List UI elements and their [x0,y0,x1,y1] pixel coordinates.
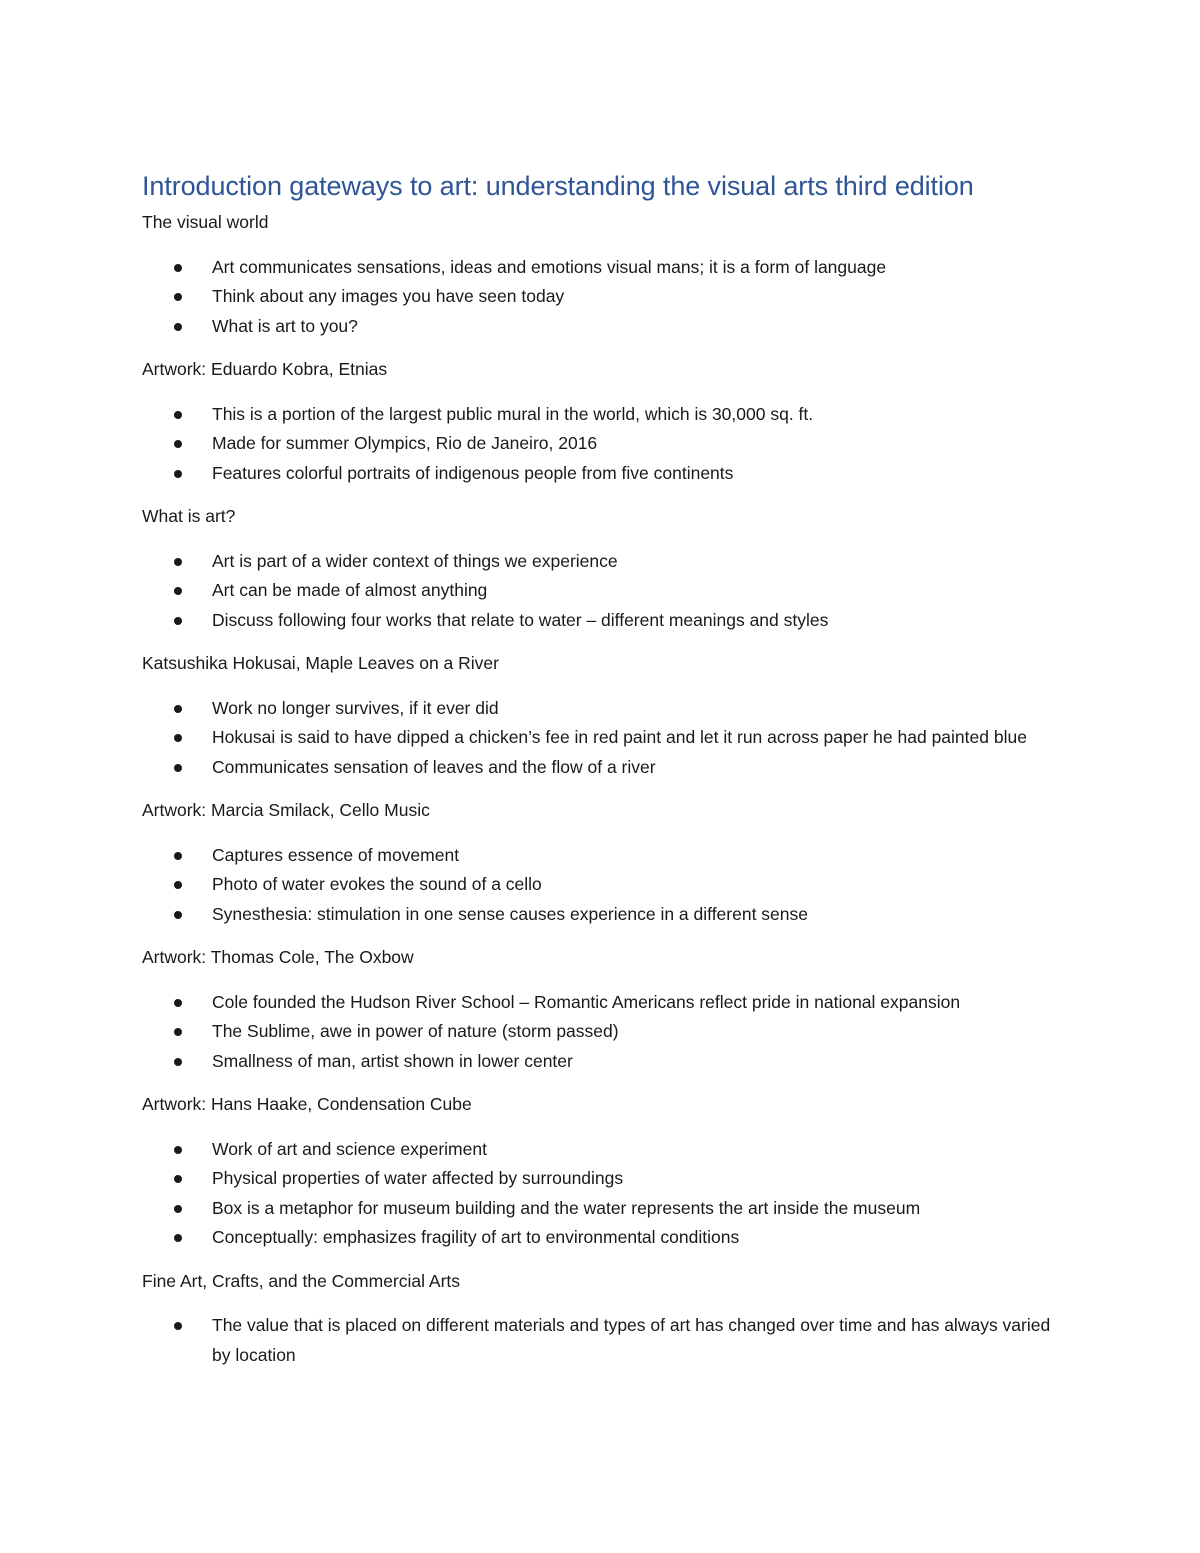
section-heading: Artwork: Marcia Smilack, Cello Music [142,800,430,820]
list-item-text: Think about any images you have seen today [212,286,565,306]
bullet-icon [174,1175,182,1183]
section-heading: What is art? [142,506,236,526]
list-item [142,400,1072,430]
bullet-icon [174,411,182,419]
bullet-list [142,841,1072,930]
document-page [142,168,1072,1370]
list-item [142,1194,1072,1224]
list-item [142,841,1072,871]
section-visual-world [142,208,1072,341]
list-item-text: Art can be made of almost anything [212,580,488,600]
list-item-text: The value that is placed on different materials and types of art has changed over time and has always varied by location [212,1315,1051,1365]
list-item-text: This is a portion of the largest public mural in the world, which is 30,000 sq. ft. [212,403,814,424]
section-smilack [142,796,1072,929]
list-item-text: Discuss following four works that relate to water – different meanings and styles [212,609,829,630]
bullet-icon [174,1146,182,1154]
bullet-icon [174,705,182,713]
bullet-icon [174,293,182,301]
list-item-text: Features colorful portraits of indigenous people from five continents [212,462,734,483]
section-heading: Fine Art, Crafts, and the Commercial Arts [142,1270,461,1291]
section-cole [142,943,1072,1076]
bullet-icon [174,1234,182,1242]
list-item [142,1311,1072,1370]
list-item-text: What is art to you? [212,315,358,336]
section-what-is-art [142,502,1072,635]
bullet-icon [174,911,182,919]
bullet-icon [174,852,182,860]
document-title: Introduction gateways to art: understanding the visual arts third edition [142,171,974,201]
list-item [142,576,1072,606]
list-item-text: Art communicates sensations, ideas and emotions visual mans; it is a form of language [212,256,887,277]
list-item [142,1164,1072,1194]
list-item-text: Conceptually: emphasizes fragility of art to environmental conditions [212,1227,740,1247]
bullet-icon [174,323,182,331]
list-item [142,429,1072,459]
list-item-text: Smallness of man, artist shown in lower center [212,1050,573,1071]
bullet-icon [174,999,182,1007]
bullet-icon [174,1028,182,1036]
bullet-list [142,400,1072,489]
section-heading: Artwork: Eduardo Kobra, Etnias [142,359,388,379]
list-item-text: Art is part of a wider context of things we experience [212,550,618,571]
list-item [142,753,1072,783]
bullet-list [142,547,1072,636]
section-haake [142,1090,1072,1253]
list-item [142,1017,1072,1047]
list-item [142,253,1072,283]
section-heading: Katsushika Hokusai, Maple Leaves on a River [142,653,499,673]
bullet-icon [174,587,182,595]
list-item-text: Made for summer Olympics, Rio de Janeiro, 2016 [212,433,598,453]
section-heading: Artwork: Hans Haake, Condensation Cube [142,1094,472,1114]
list-item-text: Captures essence of movement [212,844,460,865]
list-item-text: Work no longer survives, if it ever did [212,697,499,718]
list-item [142,282,1072,312]
list-item [142,870,1072,900]
list-item [142,606,1072,636]
list-item [142,988,1072,1018]
section-kobra [142,355,1072,488]
list-item-text: Box is a metaphor for museum building and the water represents the art inside the museum [212,1197,921,1218]
list-item-text: Communicates sensation of leaves and the flow of a river [212,756,656,777]
section-fine-art [142,1267,1072,1371]
bullet-list [142,694,1072,783]
bullet-icon [174,617,182,625]
list-item-text: Photo of water evokes the sound of a cello [212,874,542,894]
list-item [142,1223,1072,1253]
bullet-icon [174,558,182,566]
bullet-icon [174,470,182,478]
list-item [142,459,1072,489]
section-heading: Artwork: Thomas Cole, The Oxbow [142,947,414,967]
list-item [142,1047,1072,1077]
list-item [142,694,1072,724]
section-heading: The visual world [142,212,269,232]
list-item-text: Physical properties of water affected by surroundings [212,1168,624,1188]
bullet-list [142,988,1072,1077]
list-item [142,1135,1072,1165]
bullet-icon [174,1205,182,1213]
bullet-icon [174,734,182,742]
list-item-text: Cole founded the Hudson River School – Romantic Americans reflect pride in national expansion [212,991,961,1012]
bullet-icon [174,764,182,772]
section-hokusai [142,649,1072,782]
list-item [142,723,1072,753]
bullet-list [142,253,1072,342]
list-item-text: Hokusai is said to have dipped a chicken’s fee in red paint and let it run across paper he had painted blue [212,727,1027,747]
list-item [142,312,1072,342]
bullet-icon [174,1322,182,1330]
list-item-text: Synesthesia: stimulation in one sense causes experience in a different sense [212,903,809,924]
bullet-icon [174,1058,182,1066]
list-item-text: The Sublime, awe in power of nature (storm passed) [212,1021,619,1041]
bullet-list [142,1311,1072,1370]
list-item-text: Work of art and science experiment [212,1138,487,1159]
list-item [142,900,1072,930]
list-item [142,547,1072,577]
bullet-icon [174,264,182,272]
bullet-icon [174,440,182,448]
bullet-icon [174,881,182,889]
bullet-list [142,1135,1072,1253]
